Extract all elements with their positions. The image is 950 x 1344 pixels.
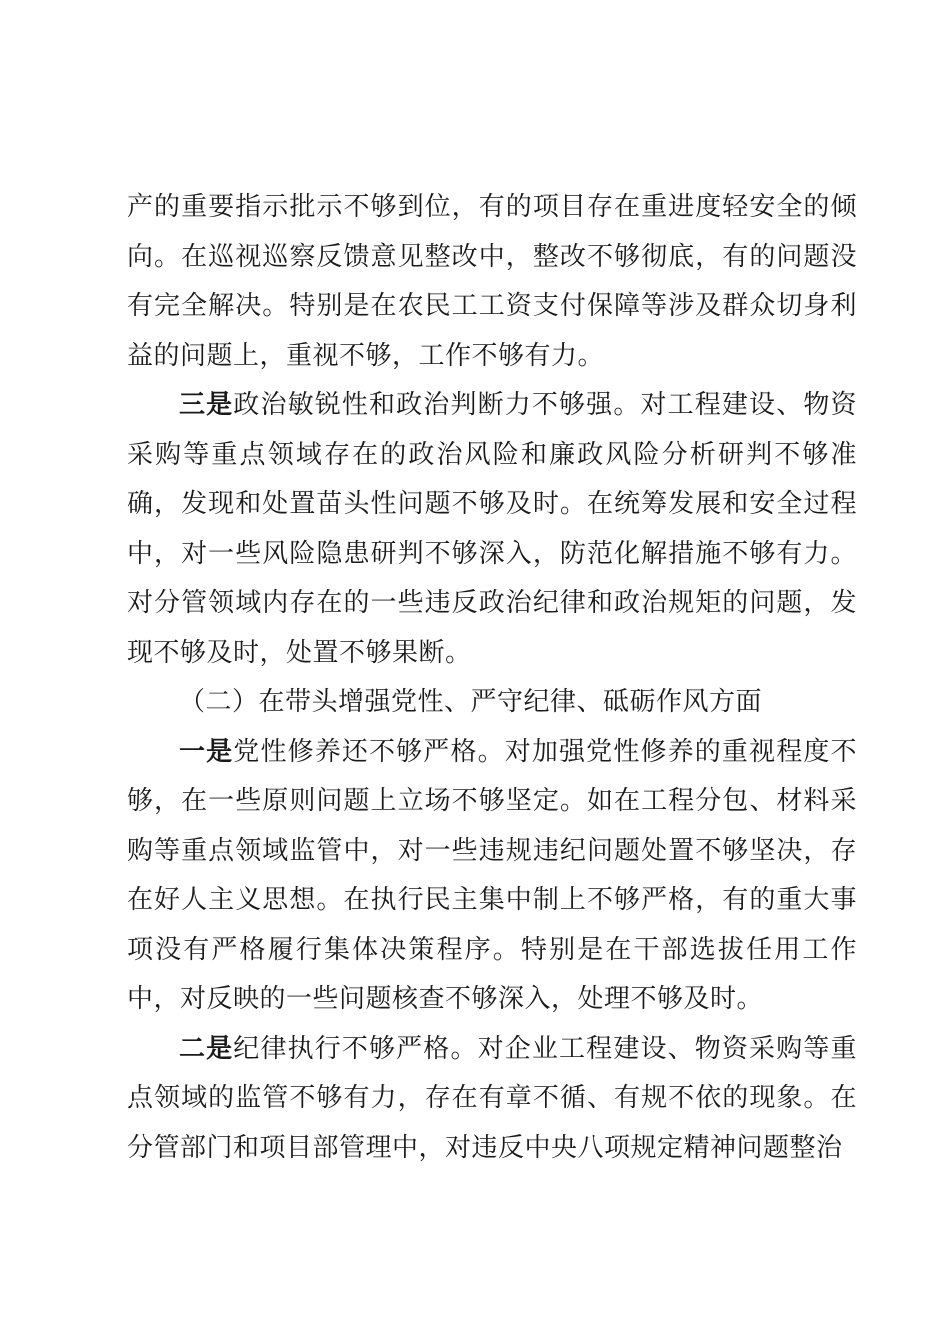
paragraph-point-two	[127, 1025, 857, 1174]
paragraph-point-one	[127, 728, 857, 1025]
paragraph-lead: 二是	[179, 1033, 234, 1064]
document-body	[127, 183, 857, 1173]
section-heading: （二）在带头增强党性、严守纪律、砥砺作风方面	[179, 687, 763, 717]
paragraph-text: 党性修养还不够严格。对加强党性修养的重视程度不够，在一些原则问题上立场不够坚定。如在工程分包、材料采购等重点领域监管中，对一些违规违纪问题处置不够坚决，存在好人主义思想。在执行民主集中制上不够严格，有的重大事项没有严格履行集体决策程序。特别是在干部选拔任用工作中，对反映的一些问题核查不够深入，处理不够及时。	[127, 736, 857, 1014]
paragraph-text: 产的重要指示批示不够到位，有的项目存在重进度轻安全的倾向。在巡视巡察反馈意见整改中，整改不够彻底，有的问题没有完全解决。特别是在农民工工资支付保障等涉及群众切身利益的问题上，重视不够，工作不够有力。	[127, 192, 857, 371]
paragraph-continuation	[127, 183, 857, 381]
paragraph-text: 政治敏锐性和政治判断力不够强。对工程建设、物资采购等重点领域存在的政治风险和廉政风险分析研判不够准确，发现和处置苗头性问题不够及时。在统筹发展和安全过程中，对一些风险隐患研判不够深入，防范化解措施不够有力。对分管领域内存在的一些违反政治纪律和政治规矩的问题，发现不够及时，处置不够果断。	[127, 390, 857, 668]
paragraph-lead: 一是	[179, 736, 234, 767]
paragraph-text: 纪律执行不够严格。对企业工程建设、物资采购等重点领域的监管不够有力，存在有章不循、有规不依的现象。在分管部门和项目部管理中，对违反中央八项规定精神问题整治	[127, 1033, 857, 1163]
paragraph-lead: 三是	[179, 390, 234, 420]
paragraph-point-three	[127, 381, 857, 678]
